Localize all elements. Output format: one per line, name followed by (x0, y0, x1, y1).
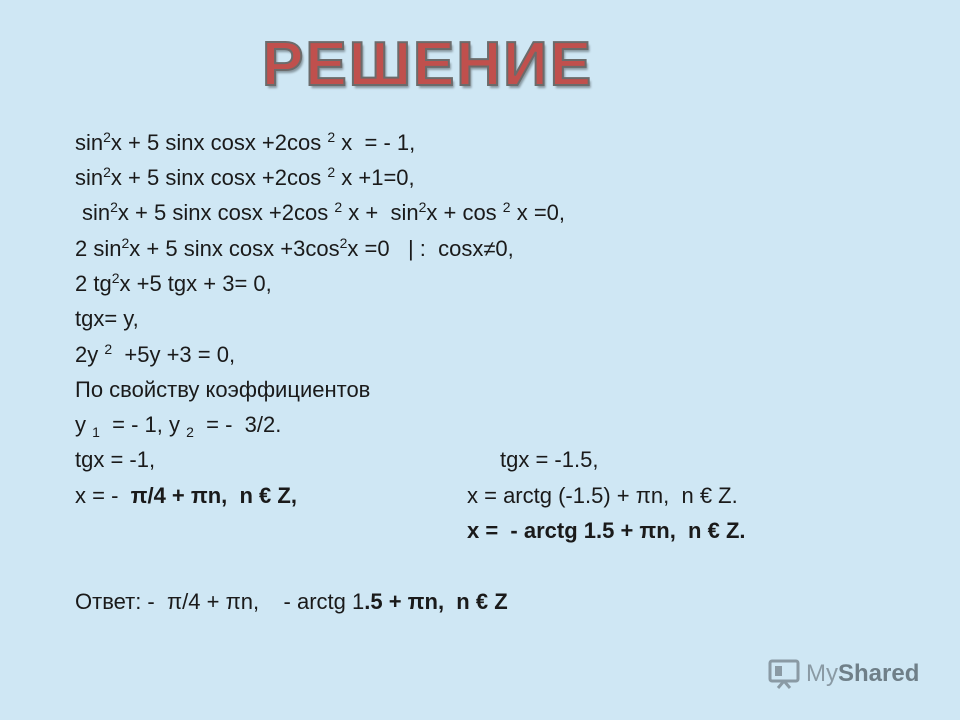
solution-line-3: $\sin^2x + 5$ sinx cosx +2cos $^2$ $x + \sin^2x + \cos ^2$ x =0, (82, 199, 566, 225)
solution-line-1: $\sin^2x + 5$ sinx cosx +2cos $^2$ x = - 1, (75, 129, 416, 155)
answer-line: Ответ: - π/4 + πn, - arctg 1.5 + πn, n € Z (75, 589, 508, 614)
presentation-screen-icon (768, 659, 800, 689)
solution-line-2: $\sin^2x + 5$ sinx cosx +2cos $^2$ x +1=0, (75, 164, 415, 190)
myshared-logo (768, 657, 919, 691)
solution-line-6: tgx= y, (75, 306, 139, 331)
solution-line-10-right: tgx = -1.5, (500, 447, 599, 472)
solution-line-4: 2 $\sin^2x + 5$ sinx $\cos x +3\cos^2x =0$ | : cosx≠0, (75, 235, 514, 261)
solution-line-7: 2y $^2$ +5y +3 = 0, (75, 341, 236, 367)
solution-line-12-right: x = - arctg 1.5 + πn, n € Z. (467, 518, 746, 543)
logo-text: MyShared (806, 660, 920, 687)
slide-title: РЕШЕНИЕ (262, 30, 594, 99)
solution-line-5: 2 $tg^2x +5$ tgx + 3= 0, (75, 270, 272, 296)
solution-line-9: y $_1$ = - 1, y $_2$ = - 3/2. (75, 412, 282, 440)
solution-line-8: По свойству коэффициентов (75, 377, 371, 402)
solution-line-10-left: tgx = -1, (75, 447, 156, 472)
solution-line-11-right: x = arctg (-1.5) + πn, n € Z. (467, 483, 738, 508)
solution-line-11-left: x = - π/4 + πn, n € Z, (75, 483, 297, 508)
